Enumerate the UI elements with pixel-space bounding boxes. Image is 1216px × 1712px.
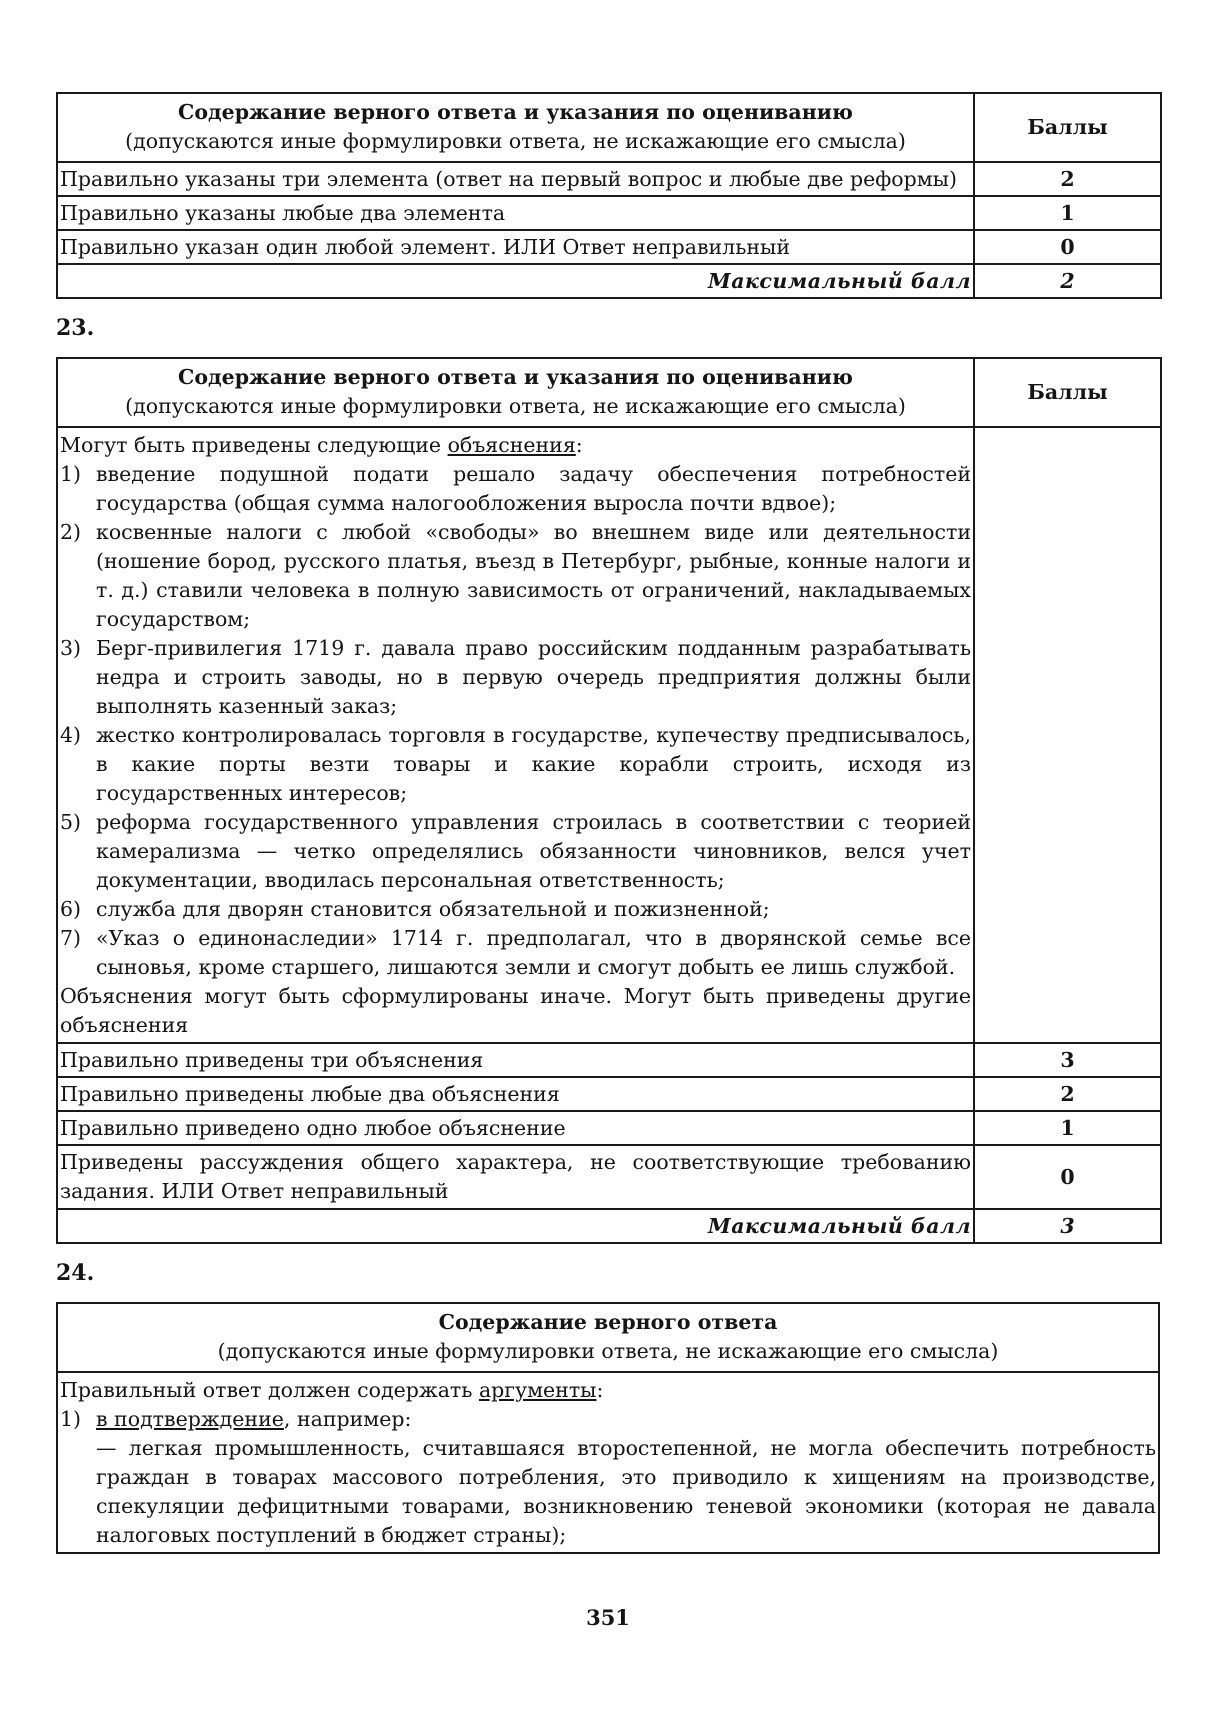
underlined-term: объяснения (447, 433, 576, 457)
argument-text: — легкая промышленность, считавшаяся второстепенной, не могла обеспечить потребность граждан в товарах массового потребления, это приводило к хищениям на производстве, спекуляции дефицитными товарами, возникновению теневой экономики (которая не давала налоговых поступлений в бюджет страны); (96, 1436, 1156, 1547)
answer-intro: Правильный ответ должен содержать аргументы: (60, 1378, 604, 1402)
max-score-value: 3 (974, 1209, 1161, 1243)
explanations-list (60, 460, 971, 982)
max-score-label: Максимальный балл (57, 264, 974, 298)
list-item: 6) служба для дворян становится обязательной и пожизненной; (60, 897, 770, 921)
list-item: 7) «Указ о единонаследии» 1714 г. предполагал, что в дворянской семье все сыновья, кроме старшего, лишаются земли и смогут добыть ее лишь службой. (60, 926, 971, 979)
criterion-points: 0 (974, 230, 1161, 264)
points-empty-cell (974, 427, 1161, 1043)
header-points: Баллы (974, 93, 1161, 162)
table-row (57, 1111, 1161, 1145)
table-row (57, 196, 1161, 230)
page-number: 351 (586, 1605, 630, 1630)
table-row (57, 230, 1161, 264)
criterion-text: Правильно указаны три элемента (ответ на первый вопрос и любые две реформы) (57, 162, 974, 196)
list-item: 2) косвенные налоги с любой «свободы» во внешнем виде или деятельности (ношение бород, русского платья, въезд в Петербург, рыбные, конные налоги и т. д.) ставили человека в полную зависимость от ограничений, накладываемых государством; (60, 520, 971, 631)
table-row (57, 1077, 1161, 1111)
header-note: (допускаются иные формулировки ответа, не искажающие его смысла) (125, 394, 906, 418)
answer-outro: Объяснения могут быть сформулированы иначе. Могут быть приведены другие объяснения (60, 984, 971, 1037)
answer-intro: Могут быть приведены следующие объяснения: (60, 433, 583, 457)
table-row (57, 1043, 1161, 1077)
criterion-text: Правильно указаны любые два элемента (57, 196, 974, 230)
table-row (57, 1145, 1161, 1209)
answer-content (57, 427, 974, 1043)
list-item: 1) введение подушной подати решало задачу обеспечения потребностей государства (общая сумма налогообложения выросла почти вдвое); (60, 462, 971, 515)
underlined-term: в подтверждение (96, 1407, 284, 1431)
max-score-label: Максимальный балл (57, 1209, 974, 1243)
list-item: 3) Берг-привилегия 1719 г. давала право российским подданным разрабатывать недра и строить заводы, но в первую очередь предприятия должны были выполнять казенный заказ; (60, 636, 971, 718)
header-note: (допускаются иные формулировки ответа, не искажающие его смысла) (217, 1339, 999, 1363)
criterion-points: 0 (974, 1145, 1161, 1209)
answer-content (57, 1372, 1159, 1553)
table-header-content (57, 93, 974, 162)
list-item: 5) реформа государственного управления строилась в соответствии с теорией камерализма — четко определялись обязанности чиновников, велся учет документации, вводилась персональная ответственность; (60, 810, 971, 892)
underlined-term: аргументы (478, 1378, 597, 1402)
max-score-row (57, 1209, 1161, 1243)
criterion-text: Правильно приведены три объяснения (57, 1043, 974, 1077)
header-note: (допускаются иные формулировки ответа, не искажающие его смысла) (125, 129, 906, 153)
criteria-table-23 (56, 357, 1162, 1244)
header-points: Баллы (974, 358, 1161, 427)
criterion-points: 1 (974, 196, 1161, 230)
list-item: 4) жестко контролировалась торговля в государстве, купечеству предписывалось, в какие порты везти товары и какие корабли строить, исходя из государственных интересов; (60, 723, 971, 805)
criterion-text: Приведены рассуждения общего характера, не соответствующие требованию задания. ИЛИ Ответ неправильный (57, 1145, 974, 1209)
criteria-table-24 (56, 1302, 1160, 1554)
table-row (57, 162, 1161, 196)
header-title: Содержание верного ответа (438, 1310, 778, 1334)
criterion-text: Правильно приведены любые два объяснения (57, 1077, 974, 1111)
arguments-list (60, 1405, 1156, 1434)
criterion-text: Правильно указан один любой элемент. ИЛИ Ответ неправильный (57, 230, 974, 264)
criterion-points: 2 (974, 1077, 1161, 1111)
header-title: Содержание верного ответа и указания по оцениванию (178, 100, 853, 124)
header-title: Содержание верного ответа и указания по оцениванию (178, 365, 853, 389)
list-item: 1) в подтверждение, например: (60, 1407, 412, 1431)
task-number-24: 24. (56, 1260, 95, 1286)
table-header-content (57, 358, 974, 427)
page-content (56, 92, 1160, 1554)
criterion-text: Правильно приведено одно любое объяснение (57, 1111, 974, 1145)
task-number-23: 23. (56, 315, 95, 341)
criteria-table-22 (56, 92, 1162, 299)
table-header-content (57, 1303, 1159, 1372)
max-score-row (57, 264, 1161, 298)
criterion-points: 1 (974, 1111, 1161, 1145)
max-score-value: 2 (974, 264, 1161, 298)
criterion-points: 2 (974, 162, 1161, 196)
criterion-points: 3 (974, 1043, 1161, 1077)
